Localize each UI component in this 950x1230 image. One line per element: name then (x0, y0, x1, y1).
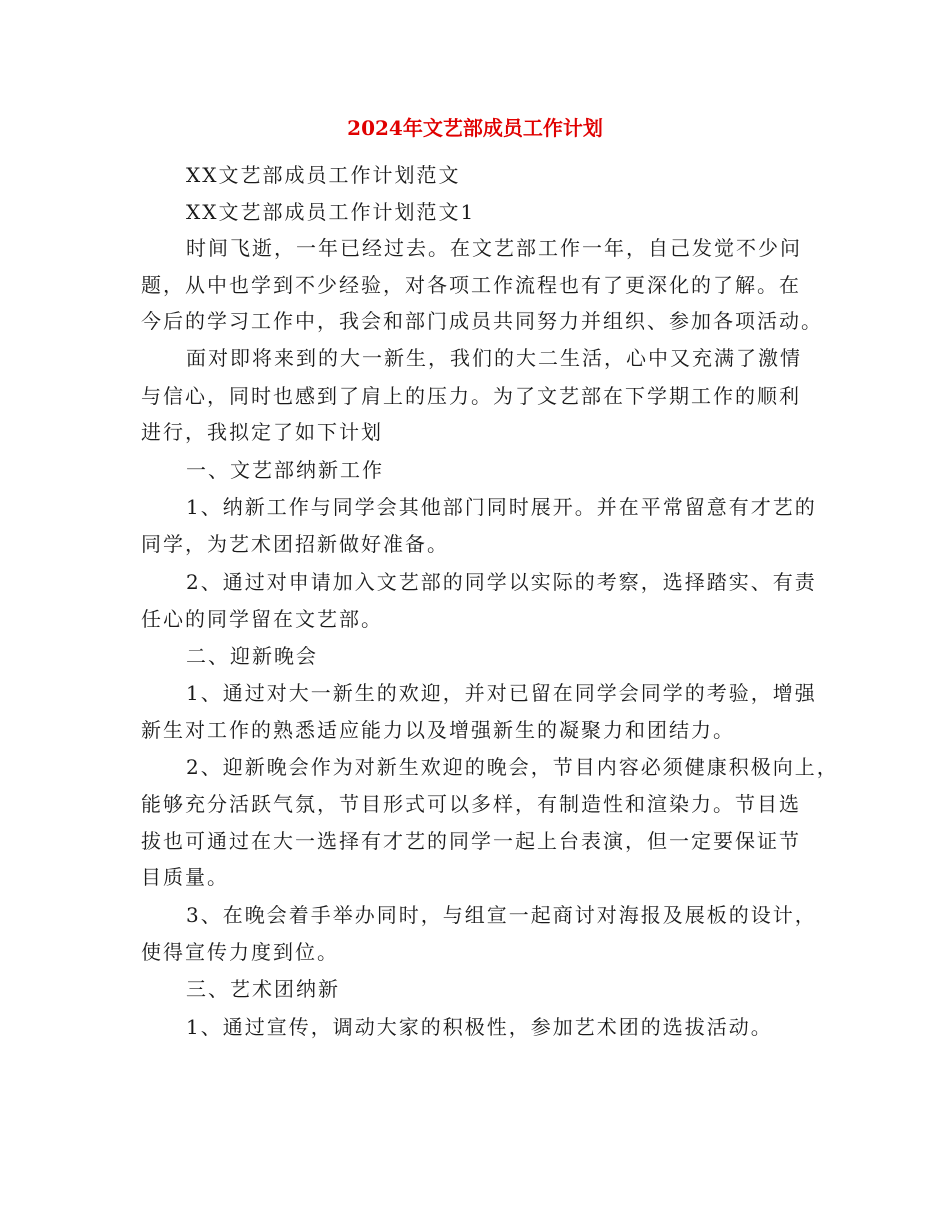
paragraph-line: 2、迎新晚会作为对新生欢迎的晚会，节目内容必须健康积极向上， (186, 755, 839, 779)
paragraph-line: XX文艺部成员工作计划范文 (186, 163, 461, 187)
paragraph-line: 使得宣传力度到位。 (141, 940, 339, 964)
section-heading: 三、艺术团纳新 (186, 977, 340, 1001)
paragraph-line: 1、通过对大一新生的欢迎，并对已留在同学会同学的考验，增强 (186, 681, 817, 705)
section-heading: 二、迎新晚会 (186, 644, 318, 668)
paragraph-line: 1、纳新工作与同学会其他部门同时展开。并在平常留意有才艺的 (186, 495, 817, 519)
paragraph-line: 同学，为艺术团招新做好准备。 (141, 532, 449, 556)
paragraph-line: 1、通过宣传，调动大家的积极性，参加艺术团的选拔活动。 (186, 1015, 773, 1039)
paragraph-line: 今后的学习工作中，我会和部门成员共同努力并组织、参加各项活动。 (141, 309, 823, 333)
paragraph-line: XX文艺部成员工作计划范文1 (186, 200, 476, 224)
paragraph-line: 拔也可通过在大一选择有才艺的同学一起上台表演，但一定要保证节 (141, 829, 801, 853)
section-heading: 一、文艺部纳新工作 (186, 458, 384, 482)
paragraph-line: 新生对工作的熟悉适应能力以及增强新生的凝聚力和团结力。 (141, 718, 735, 742)
paragraph-line: 目质量。 (141, 865, 229, 889)
paragraph-line: 与信心，同时也感到了肩上的压力。为了文艺部在下学期工作的顺利 (141, 384, 801, 408)
paragraph-line: 2、通过对申请加入文艺部的同学以实际的考察，选择踏实、有责 (186, 570, 817, 594)
paragraph-line: 任心的同学留在文艺部。 (141, 607, 383, 631)
paragraph-line: 面对即将来到的大一新生，我们的大二生活，心中又充满了激情 (186, 346, 802, 370)
document-title: 2024年文艺部成员工作计划 (347, 116, 603, 140)
paragraph-line: 进行，我拟定了如下计划 (141, 420, 383, 444)
paragraph-line: 3、在晚会着手举办同时，与组宣一起商讨对海报及展板的设计， (186, 903, 817, 927)
paragraph-line: 时间飞逝，一年已经过去。在文艺部工作一年，自己发觉不少问 (186, 236, 802, 260)
paragraph-line: 能够充分活跃气氛，节目形式可以多样，有制造性和渲染力。节目选 (141, 792, 801, 816)
paragraph-line: 题，从中也学到不少经验，对各项工作流程也有了更深化的了解。在 (141, 273, 801, 297)
